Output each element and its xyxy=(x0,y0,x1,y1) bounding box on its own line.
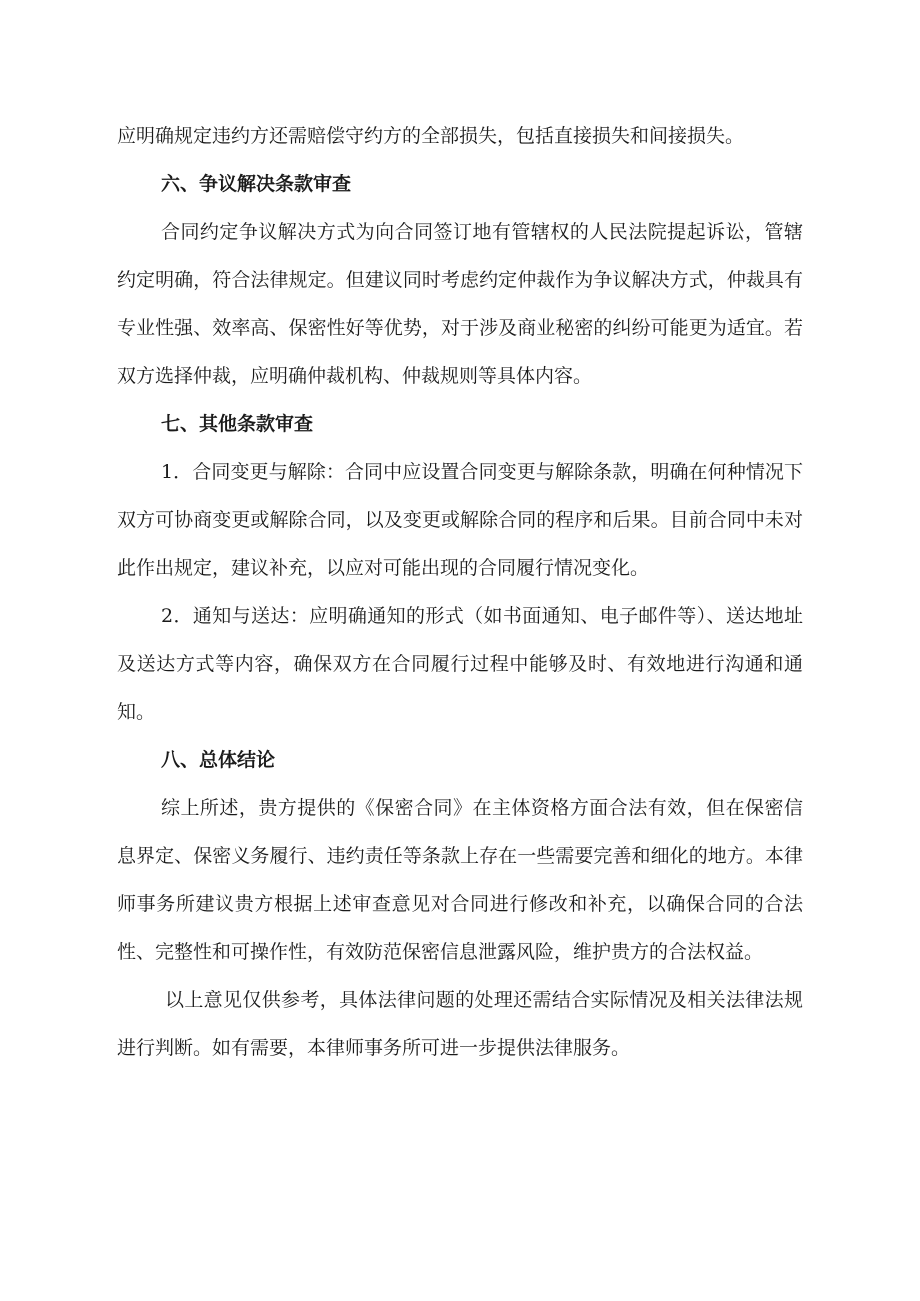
paragraph-contract-change: 1．合同变更与解除：合同中应设置合同变更与解除条款，明确在何种情况下双方可协商变更或解除合同，以及变更或解除合同的程序和后果。目前合同中未对此作出规定，建议补充，以应对可能出现的合同履行情况变化。 xyxy=(117,461,803,579)
paragraph-overall-conclusion: 综上所述，贵方提供的《保密合同》在主体资格方面合法有效，但在保密信息界定、保密义务履行、违约责任等条款上存在一些需要完善和细化的地方。本律师事务所建议贵方根据上述审查意见对合同进行修改和补充，以确保合同的合法性、完整性和可操作性，有效防范保密信息泄露风险，维护贵方的合法权益。 xyxy=(117,797,803,963)
paragraph-disclaimer: 以上意见仅供参考，具体法律问题的处理还需结合实际情况及相关法律法规进行判断。如有需要，本律师事务所可进一步提供法律服务。 xyxy=(117,989,803,1059)
paragraph-damages-continuation: 应明确规定违约方还需赔偿守约方的全部损失，包括直接损失和间接损失。 xyxy=(117,125,745,147)
document-body xyxy=(117,112,803,1072)
heading-dispute-resolution: 六、争议解决条款审查 xyxy=(161,173,352,195)
paragraph-notice-delivery: 2．通知与送达：应明确通知的形式（如书面通知、电子邮件等）、送达地址及送达方式等内容，确保双方在合同履行过程中能够及时、有效地进行沟通和通知。 xyxy=(117,605,803,723)
heading-other-clauses: 七、其他条款审查 xyxy=(161,413,314,435)
heading-overall-conclusion: 八、总体结论 xyxy=(161,749,276,771)
paragraph-dispute-resolution: 合同约定争议解决方式为向合同签订地有管辖权的人民法院提起诉讼，管辖约定明确，符合法律规定。但建议同时考虑约定仲裁作为争议解决方式，仲裁具有专业性强、效率高、保密性好等优势，对于涉及商业秘密的纠纷可能更为适宜。若双方选择仲裁，应明确仲裁机构、仲裁规则等具体内容。 xyxy=(117,221,803,387)
